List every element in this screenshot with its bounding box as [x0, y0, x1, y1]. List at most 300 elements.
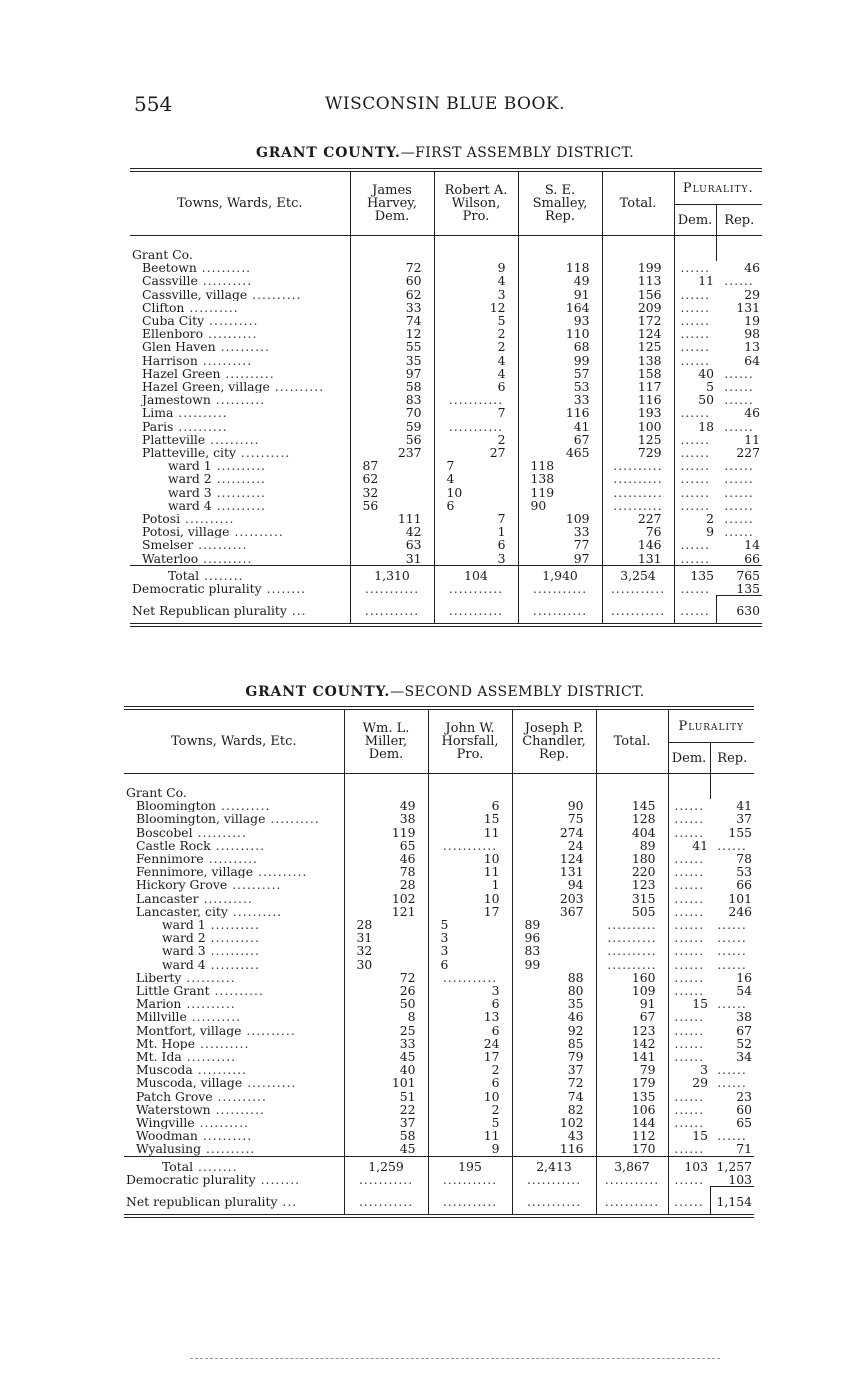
cand2-votes: 9 [428, 1142, 512, 1156]
town-name-text: Cassville [142, 274, 198, 288]
table-row [130, 406, 762, 419]
total-votes: 160 [596, 971, 668, 984]
table-row [124, 971, 754, 984]
table-row [124, 905, 754, 918]
democratic-plurality-text: Democratic plurality [126, 1172, 256, 1187]
table-row [124, 1116, 754, 1129]
leader-dots: .......... [197, 274, 253, 288]
rep-plurality: 23 [736, 1089, 753, 1103]
cand2-votes: 4 [434, 472, 518, 485]
total-votes: 91 [596, 997, 668, 1010]
cand1-votes: 40 [344, 1063, 428, 1076]
town-name-text: Beetown [142, 261, 197, 275]
leader-dots: .......... [198, 891, 253, 905]
cand1-votes: 119 [344, 826, 428, 839]
dem-plurality: 9 [674, 525, 716, 538]
total-votes: 142 [596, 1037, 668, 1050]
total-votes: .......... [596, 918, 668, 931]
total-votes: 125 [602, 340, 674, 353]
dem-plurality: ...... [668, 1024, 710, 1037]
town-name-text: Ellenboro [142, 327, 204, 341]
dots-cell: ...... [668, 1187, 710, 1217]
total-votes: 123 [596, 878, 668, 891]
rep-plurality: 14 [744, 538, 761, 552]
rep-plurality: ...... [724, 498, 754, 513]
total-votes: 124 [602, 327, 674, 340]
leader-dots: .......... [227, 904, 283, 919]
table-row [124, 852, 754, 865]
rep-plurality: ...... [717, 1076, 747, 1090]
table-row [124, 878, 754, 891]
table-row [130, 512, 762, 525]
cand2-votes: ........... [428, 839, 512, 852]
cand3-votes: 67 [518, 433, 602, 446]
dots-cell: ........... [596, 1187, 668, 1217]
total-votes: 109 [596, 984, 668, 997]
town-name-text: ward 3 [162, 944, 206, 958]
table-row [124, 984, 754, 997]
leader-dots: .......... [186, 1010, 242, 1024]
table-row [124, 826, 754, 839]
cand2-votes: 2 [434, 340, 518, 353]
net-plurality-value: 1,154 [710, 1187, 754, 1217]
rep-plurality: ...... [717, 997, 747, 1011]
total-votes: 156 [602, 288, 674, 301]
dem-plurality: 18 [674, 420, 716, 433]
total-votes: 67 [596, 1010, 668, 1023]
total-header: Total. [596, 708, 668, 774]
cand2-votes: 6 [428, 958, 512, 971]
total-dem-plurality: 103 [668, 1156, 710, 1173]
empty-cell [668, 786, 710, 799]
plurality-header: Plurality [668, 708, 754, 743]
total-votes: 117 [602, 380, 674, 393]
total-rep-plurality: 765 [716, 565, 762, 582]
leader-dots: .......... [235, 446, 291, 460]
dots-cell: ........... [596, 1173, 668, 1187]
cand1-votes: 56 [350, 433, 434, 446]
candidate-1-header: Wm. L. Miller, Dem. [344, 708, 428, 774]
dots-cell: ...... [668, 1173, 710, 1187]
town-name [124, 1142, 344, 1156]
democratic-plurality-value: 135 [736, 582, 761, 596]
cand1-votes: 101 [344, 1076, 428, 1089]
leader-dots: .......... [205, 432, 260, 447]
table-row [130, 367, 762, 380]
leader-dots: ... [286, 602, 307, 618]
rep-plurality: 41 [736, 799, 753, 813]
cand1-votes: 26 [344, 984, 428, 997]
dem-plurality: ...... [668, 918, 710, 931]
cand2-votes: 24 [428, 1037, 512, 1050]
cand2-votes: 27 [434, 446, 518, 459]
table-row [130, 340, 762, 353]
cand3-votes: 83 [512, 944, 596, 957]
town-name [124, 839, 344, 852]
dem-plurality: ...... [668, 1103, 710, 1116]
rep-plurality: 66 [736, 878, 753, 892]
table-row [130, 301, 762, 314]
table-row [124, 1063, 754, 1076]
cand1-votes: 59 [350, 420, 434, 433]
cand1-votes: 102 [344, 892, 428, 905]
cand3-votes: 91 [518, 288, 602, 301]
dem-plurality: 15 [668, 997, 710, 1010]
leader-dots: .......... [242, 1076, 297, 1090]
spacer-cell [716, 236, 762, 249]
towns-header: Towns, Wards, Etc. [124, 708, 344, 774]
total-votes: 131 [602, 552, 674, 566]
cand3-votes: 79 [512, 1050, 596, 1063]
leader-dots: .......... [180, 512, 235, 526]
rep-plurality: ...... [724, 380, 754, 394]
cand2-votes: 6 [428, 1076, 512, 1089]
town-name [130, 420, 350, 433]
town-name-text: Glen Haven [142, 340, 216, 354]
rep-plurality: 34 [736, 1050, 753, 1064]
leader-dots: .......... [181, 1050, 237, 1064]
empty-cell [434, 248, 518, 261]
district-2-title [130, 684, 760, 700]
cand3-votes: 33 [518, 393, 602, 406]
dots-cell: ...... [674, 596, 716, 626]
leader-dots: .......... [196, 261, 252, 275]
dots-cell: ........... [434, 596, 518, 626]
page-number: 554 [134, 92, 173, 116]
cand1-votes: 33 [350, 301, 434, 314]
empty-cell [344, 786, 428, 799]
total-votes: 145 [596, 799, 668, 812]
cand3-votes: 116 [518, 406, 602, 419]
leader-dots: .......... [194, 1116, 249, 1130]
leader-dots: .......... [195, 1036, 250, 1051]
cand3-votes: 99 [518, 354, 602, 367]
leader-dots: .......... [173, 419, 228, 433]
table-row [130, 538, 762, 551]
candidate-1-header: James Harvey, Dem. [350, 170, 434, 236]
candidate-3-header: Joseph P. Chandler, Rep. [512, 708, 596, 774]
cand1-votes: 58 [344, 1129, 428, 1142]
cand2-votes: 11 [428, 1129, 512, 1142]
leader-dots: .......... [269, 380, 325, 394]
leader-dots: ........ [193, 1158, 238, 1173]
town-name [124, 984, 344, 997]
total-label-text: Total [168, 567, 200, 583]
cand3-votes: 203 [512, 892, 596, 905]
cand2-votes: 7 [434, 406, 518, 419]
cand2-votes: 11 [428, 826, 512, 839]
cand3-votes: 37 [512, 1063, 596, 1076]
town-name [130, 380, 350, 393]
cand2-votes: ........... [428, 971, 512, 984]
cand1-votes: 62 [350, 288, 434, 301]
cand3-votes: 72 [512, 1076, 596, 1089]
spacer-cell [124, 774, 344, 787]
leader-dots: .......... [204, 314, 259, 328]
cand1-votes: 42 [350, 525, 434, 538]
table-row [130, 433, 762, 446]
rep-plurality: ...... [717, 931, 747, 945]
district-1-table [130, 168, 762, 627]
town-name-text: Fennimore, village [136, 865, 254, 879]
cand1-votes: 37 [344, 1116, 428, 1129]
total-t: 3,867 [596, 1156, 668, 1173]
spacer-cell [434, 236, 518, 249]
total-votes: 113 [602, 274, 674, 287]
net-plurality-value: 630 [716, 596, 762, 626]
cand1-votes: 33 [344, 1037, 428, 1050]
town-name [130, 393, 350, 406]
leader-dots: ... [277, 1193, 298, 1209]
town-name-text: Fennimore [136, 852, 204, 866]
leader-dots: .......... [211, 485, 266, 499]
rep-header: Rep. [716, 205, 762, 236]
leader-dots: .......... [184, 300, 239, 315]
dem-plurality: ...... [668, 958, 710, 971]
cand2-votes: 15 [428, 812, 512, 825]
table-row [124, 1076, 754, 1089]
total-votes: 141 [596, 1050, 668, 1063]
towns-header: Towns, Wards, Etc. [130, 170, 350, 236]
cand1-votes: 60 [350, 274, 434, 287]
town-name [130, 314, 350, 327]
dem-plurality: ...... [668, 799, 710, 812]
cand2-votes: ........... [434, 420, 518, 433]
cand1-votes: 30 [344, 958, 428, 971]
table-row [130, 446, 762, 459]
county-row [130, 248, 762, 261]
cand1-votes: 111 [350, 512, 434, 525]
table-row [124, 944, 754, 957]
cand3-votes: 92 [512, 1024, 596, 1037]
town-name-text: Boscobel [136, 825, 193, 839]
cand3-votes: 118 [518, 261, 602, 274]
cand3-votes: 57 [518, 367, 602, 380]
cand3-votes: 46 [512, 1010, 596, 1023]
cand3-votes: 53 [518, 380, 602, 393]
town-name-text: Castle Rock [136, 838, 211, 853]
town-name-text: Platteville [142, 432, 206, 447]
table-row [124, 1090, 754, 1103]
dem-plurality: ...... [674, 472, 716, 485]
table-row [130, 472, 762, 485]
town-name [124, 958, 344, 971]
rep-plurality: ...... [717, 957, 747, 971]
district-2-title-county: GRANT COUNTY. [245, 684, 391, 700]
net-plurality-text: Net republican plurality [126, 1193, 278, 1209]
dots-cell: ........... [518, 596, 602, 626]
town-name-text: Mt. Ida [136, 1050, 182, 1064]
leader-dots: .......... [173, 406, 228, 420]
cand2-votes: 7 [434, 459, 518, 472]
leader-dots: .......... [211, 498, 266, 513]
total-row [130, 565, 762, 582]
total-votes: 170 [596, 1142, 668, 1156]
town-name [124, 852, 344, 865]
leader-dots: .......... [210, 393, 266, 407]
dem-plurality: ...... [674, 288, 716, 301]
cand1-votes: 63 [350, 538, 434, 551]
cand3-votes: 116 [512, 1142, 596, 1156]
net-plurality-label [124, 1187, 344, 1217]
rep-plurality: 13 [744, 340, 761, 354]
total-votes: 138 [602, 354, 674, 367]
total-votes: 125 [602, 433, 674, 446]
town-name-text: Bloomington [136, 799, 217, 813]
town-name [124, 1010, 344, 1023]
county-label: Grant Co. [126, 786, 187, 800]
dots-cell: ........... [344, 1173, 428, 1187]
district-2-title-rest: —SECOND ASSEMBLY DISTRICT. [390, 684, 645, 700]
footer-rule [190, 1358, 720, 1360]
table-row [124, 865, 754, 878]
total-votes: 106 [596, 1103, 668, 1116]
cand1-votes: 31 [344, 931, 428, 944]
dots-cell: ........... [512, 1173, 596, 1187]
dem-plurality: ...... [668, 984, 710, 997]
cand2-votes: 2 [434, 327, 518, 340]
dots-cell: ........... [428, 1187, 512, 1217]
table-row [130, 380, 762, 393]
dem-plurality: ...... [674, 314, 716, 327]
dem-plurality: ...... [668, 905, 710, 918]
dem-plurality: ...... [674, 261, 716, 274]
table-row [130, 499, 762, 512]
cand3-votes: 90 [512, 799, 596, 812]
total-votes: 180 [596, 852, 668, 865]
total-label-text: Total [162, 1158, 194, 1173]
total-votes: 158 [602, 367, 674, 380]
cand2-votes: 17 [428, 905, 512, 918]
table-row [124, 1037, 754, 1050]
dem-plurality: ...... [668, 865, 710, 878]
town-name [124, 1063, 344, 1076]
total-votes: 172 [602, 314, 674, 327]
town-name-text: Patch Grove [136, 1089, 213, 1103]
dem-plurality: ...... [674, 486, 716, 499]
cand1-votes: 83 [350, 393, 434, 406]
cand1-votes: 121 [344, 905, 428, 918]
total-votes: 505 [596, 905, 668, 918]
cand2-votes: 3 [434, 288, 518, 301]
cand2-votes: 3 [428, 944, 512, 957]
table-row [130, 459, 762, 472]
cand2-votes: 3 [428, 931, 512, 944]
table-row [130, 327, 762, 340]
cand1-votes: 31 [350, 552, 434, 566]
rep-plurality: 67 [736, 1023, 753, 1037]
spacer-cell [130, 236, 350, 249]
cand3-votes: 90 [518, 499, 602, 512]
table-row [124, 812, 754, 825]
town-name [124, 905, 344, 918]
town-name-text: Montfort, village [136, 1023, 242, 1037]
town-name-text: Liberty [136, 970, 182, 985]
rep-plurality: 227 [736, 446, 761, 460]
rep-plurality: 54 [736, 984, 753, 998]
dem-plurality: ...... [674, 433, 716, 446]
dem-plurality: ...... [674, 327, 716, 340]
leader-dots: .......... [205, 957, 260, 971]
town-name [130, 446, 350, 459]
total-votes: .......... [602, 486, 674, 499]
democratic-plurality-label [130, 582, 350, 596]
page-header [130, 92, 760, 120]
cand3-votes: 131 [512, 865, 596, 878]
district-2-table [124, 706, 754, 1218]
empty-cell [596, 786, 668, 799]
dem-plurality: ...... [668, 892, 710, 905]
rep-plurality: ...... [724, 366, 754, 381]
total-votes: 100 [602, 420, 674, 433]
cand1-votes: 70 [350, 406, 434, 419]
rep-plurality: 60 [736, 1102, 753, 1117]
cand2-votes: 10 [428, 852, 512, 865]
net-plurality-label [130, 596, 350, 626]
dots-cell: ........... [512, 1187, 596, 1217]
cand2-votes: 1 [434, 525, 518, 538]
cand3-votes: 97 [518, 552, 602, 566]
town-name-text: Jamestown [142, 393, 211, 407]
table-row [124, 839, 754, 852]
dem-plurality: ...... [668, 1116, 710, 1129]
town-name [130, 340, 350, 353]
leader-dots: .......... [192, 825, 247, 839]
cand2-votes: 3 [428, 984, 512, 997]
dots-cell: ........... [602, 596, 674, 626]
leader-dots: ........ [255, 1172, 301, 1187]
total-votes: 729 [602, 446, 674, 459]
cand1-votes: 38 [344, 812, 428, 825]
town-name-text: Bloomington, village [136, 812, 266, 826]
cand2-votes: 4 [434, 354, 518, 367]
town-name [130, 552, 350, 566]
table-row [130, 420, 762, 433]
town-name [124, 799, 344, 812]
table-row [124, 958, 754, 971]
net-plurality-row [124, 1187, 754, 1217]
town-name [124, 1116, 344, 1129]
county-label: Grant Co. [132, 248, 193, 262]
empty-cell [428, 786, 512, 799]
total-votes: 315 [596, 892, 668, 905]
total-votes: 116 [602, 393, 674, 406]
empty-cell [512, 786, 596, 799]
dem-plurality: ...... [674, 301, 716, 314]
cand3-votes: 80 [512, 984, 596, 997]
leader-dots: .......... [212, 1089, 267, 1103]
cand3-votes: 109 [518, 512, 602, 525]
cand2-votes: 4 [434, 274, 518, 287]
cand3-votes: 102 [512, 1116, 596, 1129]
town-name [124, 812, 344, 825]
cand1-votes: 78 [344, 865, 428, 878]
town-name-text: ward 2 [168, 472, 212, 486]
rep-plurality: 46 [744, 406, 761, 420]
cand1-votes: 72 [350, 261, 434, 274]
town-name-text: Marion [136, 997, 182, 1011]
dem-plurality: ...... [668, 1010, 710, 1023]
democratic-plurality-row [124, 1173, 754, 1187]
table-row [124, 997, 754, 1010]
town-name [130, 367, 350, 380]
cand3-votes: 82 [512, 1103, 596, 1116]
table-row [124, 931, 754, 944]
town-name-text: Clifton [142, 300, 185, 315]
cand3-votes: 94 [512, 878, 596, 891]
leader-dots: .......... [193, 538, 248, 552]
town-name-text: Wingville [136, 1116, 195, 1130]
